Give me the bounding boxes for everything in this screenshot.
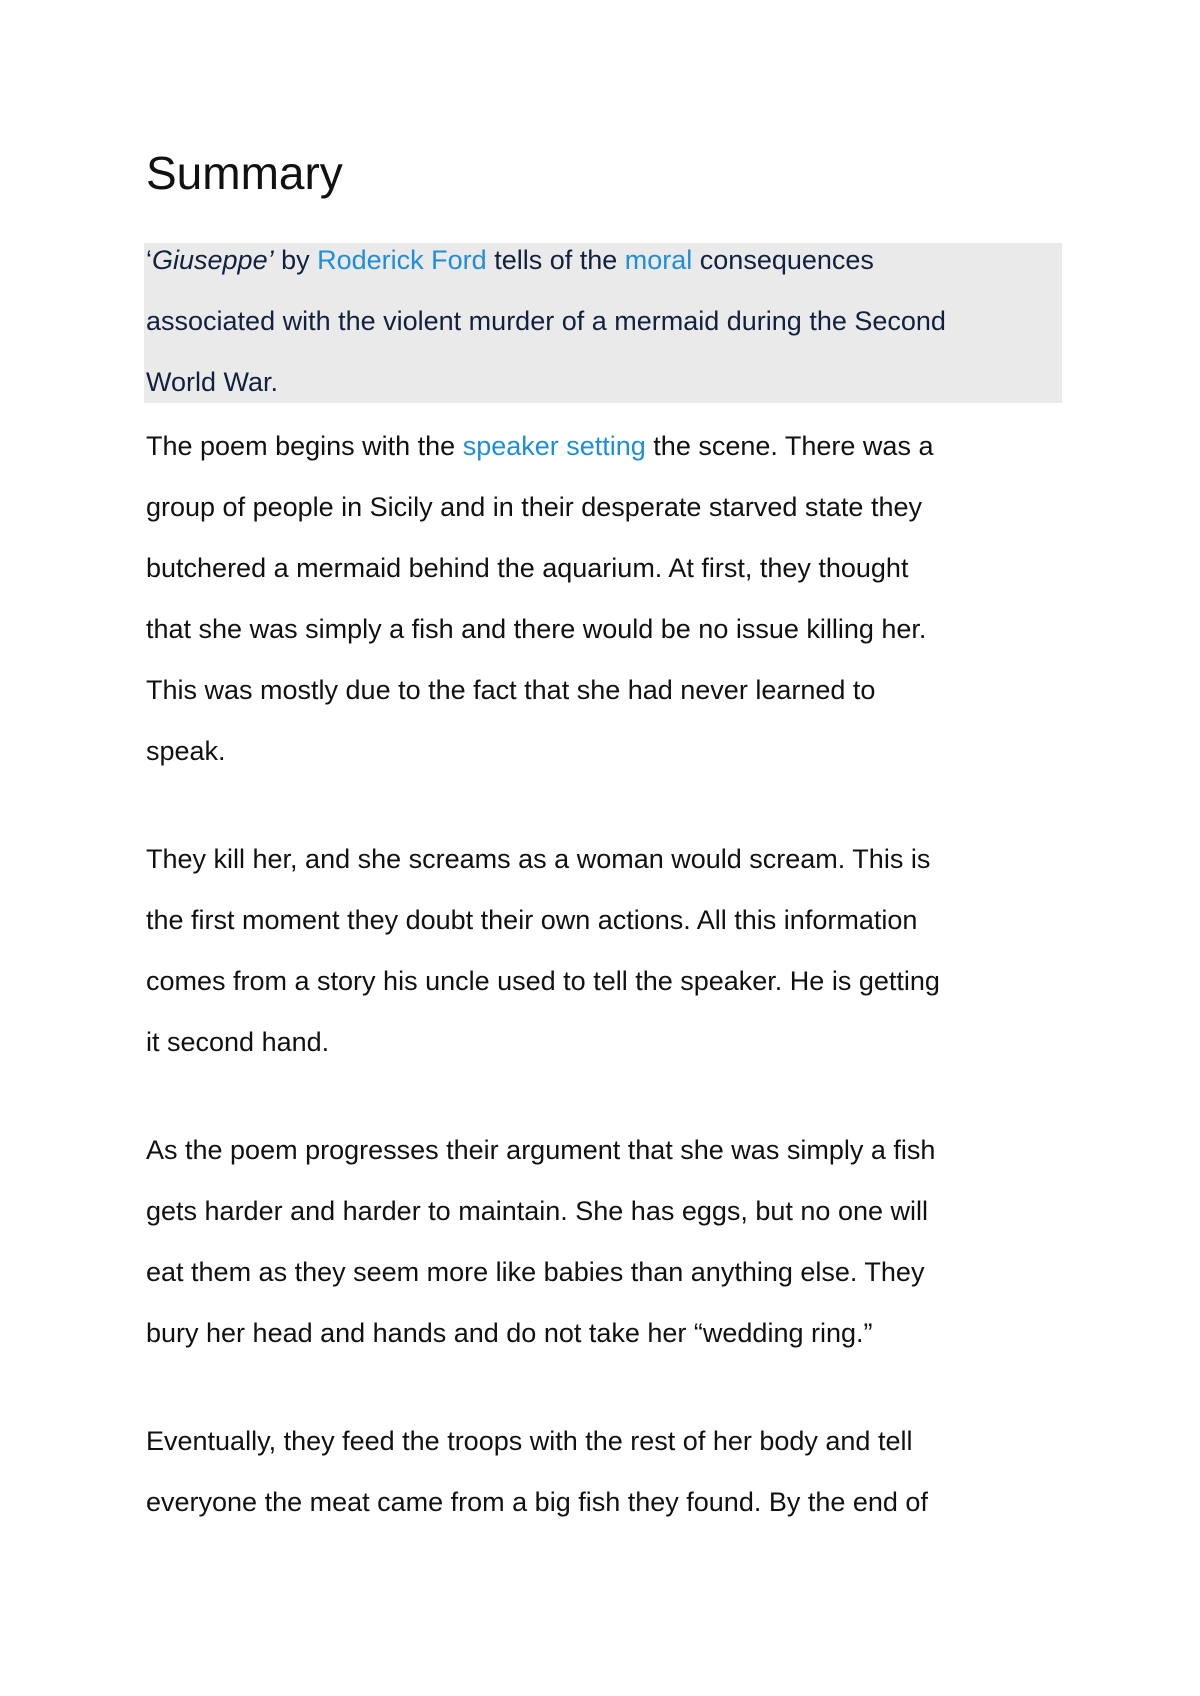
paragraph-1-line-1-start: The poem begins with the xyxy=(146,431,463,461)
paragraph-3-line-3: eat them as they seem more like babies than anything else. They xyxy=(146,1257,925,1287)
paragraph-2-line-4: it second hand. xyxy=(146,1027,330,1057)
paragraph-3-line-2: gets harder and harder to maintain. She has eggs, but no one will xyxy=(146,1196,928,1226)
intro-line-1-end: consequences xyxy=(692,245,874,275)
paragraph-1 xyxy=(146,416,1056,782)
intro-line-3: World War. xyxy=(146,367,279,397)
intro-line-2: associated with the violent murder of a mermaid during the Second xyxy=(146,306,946,336)
paragraph-1-line-5: This was mostly due to the fact that she had never learned to xyxy=(146,675,876,705)
page-title: Summary xyxy=(146,147,343,199)
paragraph-2-line-1: They kill her, and she screams as a woman would scream. This is xyxy=(146,844,931,874)
intro-middle-text: tells of the xyxy=(486,245,625,275)
paragraph-4-line-2: everyone the meat came from a big fish they found. By the end of xyxy=(146,1487,928,1517)
paragraph-2 xyxy=(146,829,1056,1073)
paragraph-1-line-6: speak. xyxy=(146,736,226,766)
paragraph-4-line-1: Eventually, they feed the troops with the rest of her body and tell xyxy=(146,1426,913,1456)
author-link[interactable]: Roderick Ford xyxy=(317,245,487,275)
paragraph-1-line-4: that she was simply a fish and there would be no issue killing her. xyxy=(146,614,927,644)
paragraph-2-line-2: the first moment they doubt their own actions. All this information xyxy=(146,905,918,935)
quote-open: ‘ xyxy=(146,245,152,275)
paragraph-1-line-2: group of people in Sicily and in their desperate starved state they xyxy=(146,492,922,522)
speaker-setting-link[interactable]: speaker setting xyxy=(462,431,646,461)
paragraph-3-line-4: bury her head and hands and do not take her “wedding ring.” xyxy=(146,1318,873,1348)
paragraph-3-line-1: As the poem progresses their argument that she was simply a fish xyxy=(146,1135,936,1165)
poem-title: Giuseppe’ xyxy=(152,245,274,275)
moral-link[interactable]: moral xyxy=(624,245,693,275)
paragraph-1-line-3: butchered a mermaid behind the aquarium. At first, they thought xyxy=(146,553,909,583)
paragraph-4 xyxy=(146,1411,1056,1533)
paragraph-3 xyxy=(146,1120,1056,1364)
intro-paragraph xyxy=(146,230,1056,413)
by-text: by xyxy=(273,245,318,275)
paragraph-2-line-3: comes from a story his uncle used to tell the speaker. He is getting xyxy=(146,966,940,996)
paragraph-1-line-1 xyxy=(146,416,1056,477)
intro-line-1 xyxy=(146,230,1056,291)
paragraph-1-line-1-end: the scene. There was a xyxy=(645,431,934,461)
